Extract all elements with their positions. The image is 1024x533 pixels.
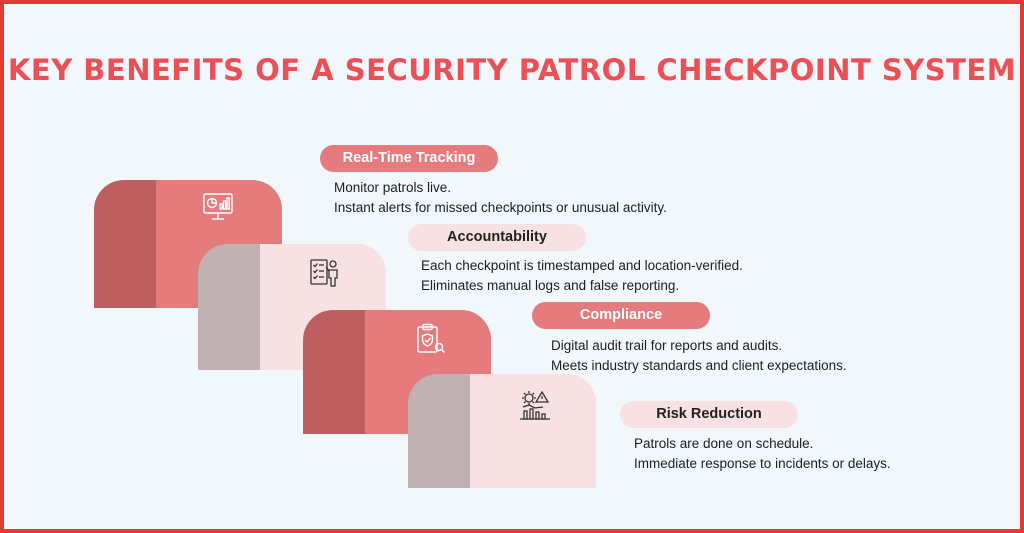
description-line: Digital audit trail for reports and audits. (551, 338, 783, 353)
benefit-label-risk-reduction: Risk Reduction (620, 401, 798, 428)
benefit-label-real-time-tracking: Real-Time Tracking (320, 145, 498, 172)
description-line: Patrols are done on schedule. (634, 436, 814, 451)
monitor-analytics-icon (201, 190, 235, 224)
description-line: Monitor patrols live. (334, 180, 452, 195)
benefit-description-accountability (421, 256, 743, 296)
benefit-description-real-time-tracking (334, 178, 667, 218)
description-line: Meets industry standards and client expectations. (551, 358, 847, 373)
checklist-person-icon (308, 256, 342, 290)
step-risk-reduction (408, 374, 596, 488)
clipboard-shield-icon (413, 322, 447, 356)
benefit-description-compliance (551, 336, 847, 376)
benefit-description-risk-reduction (634, 434, 891, 474)
description-line: Eliminates manual logs and false reporting. (421, 278, 680, 293)
description-line: Each checkpoint is timestamped and location-verified. (421, 258, 743, 273)
benefit-label-accountability: Accountability (408, 224, 586, 251)
risk-gear-chart-icon (518, 388, 552, 422)
benefit-label-compliance: Compliance (532, 302, 710, 329)
description-line: Immediate response to incidents or delays. (634, 456, 891, 471)
description-line: Instant alerts for missed checkpoints or unusual activity. (334, 200, 667, 215)
page-title: KEY BENEFITS OF A SECURITY PATROL CHECKPOINT SYSTEM (7, 53, 1017, 87)
